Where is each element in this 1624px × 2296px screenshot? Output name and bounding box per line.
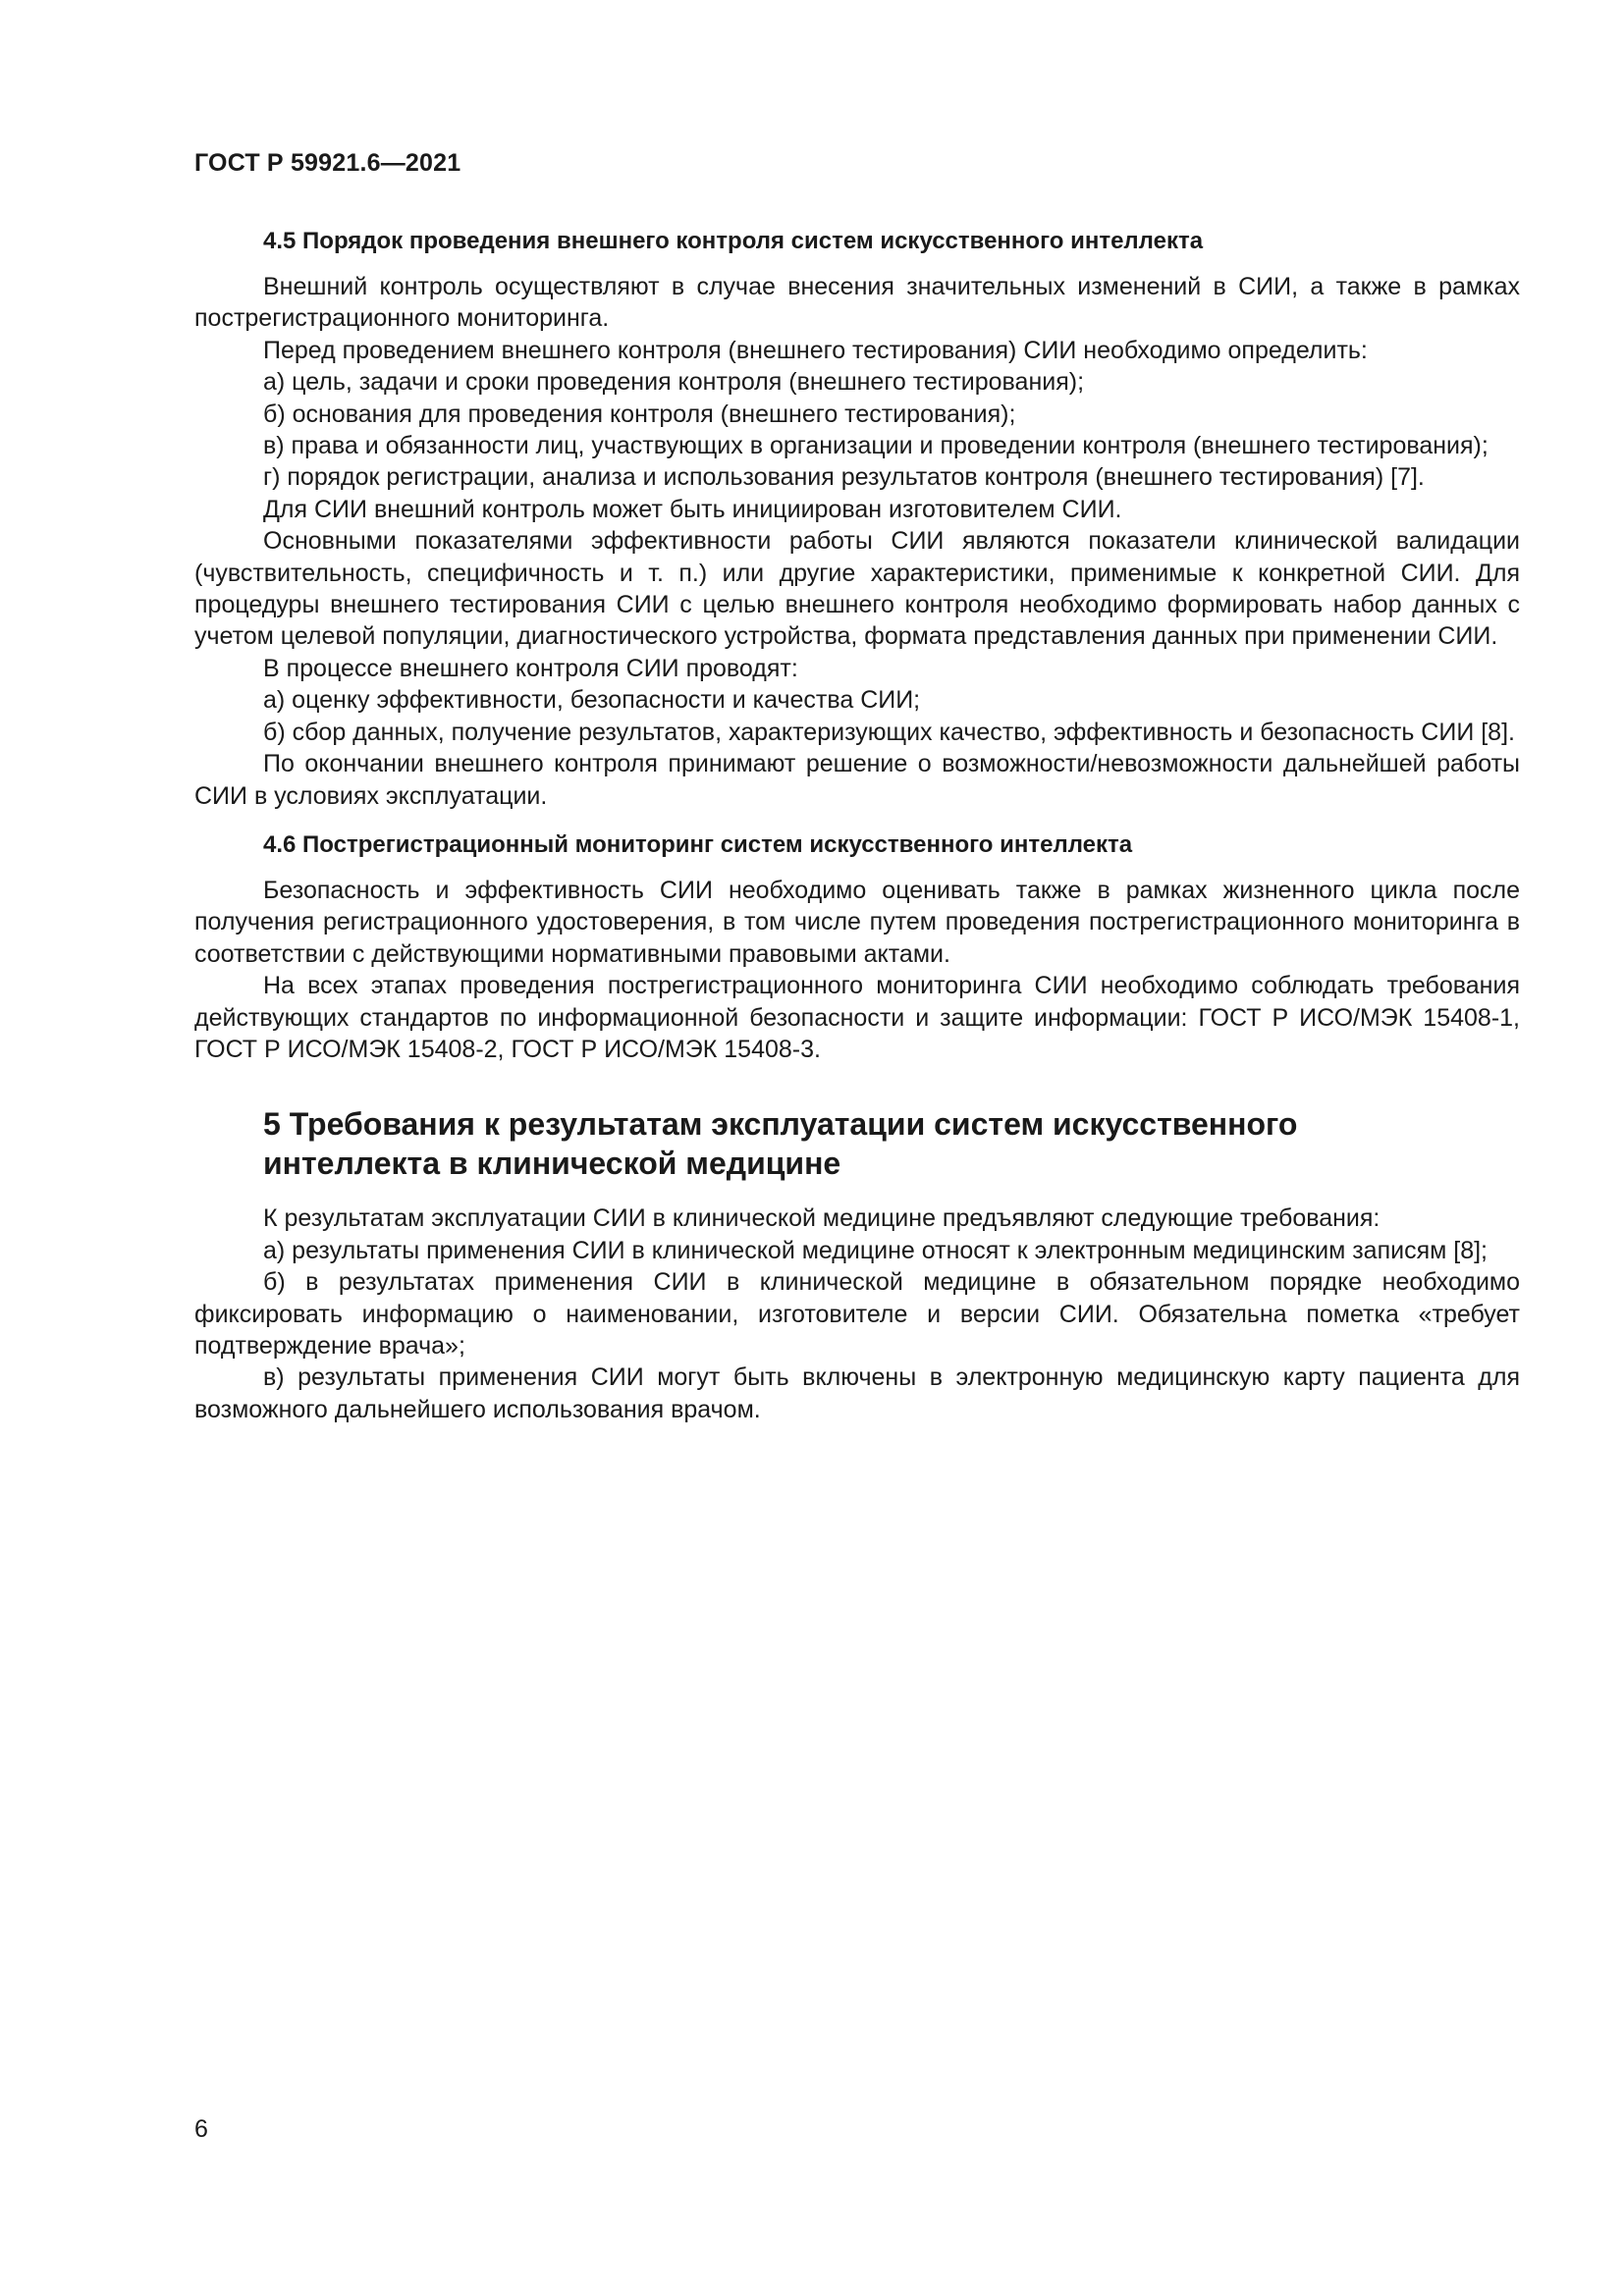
section-4-5-body [194,271,1520,812]
list-item: а) результаты применения СИИ в клинической медицине относят к электронным медицинским записям [8]; [263,1236,1488,1264]
section-4-6-body [194,875,1520,1065]
list-item: в) права и обязанности лиц, участвующих в организации и проведении контроля (внешнего тестирования); [263,432,1489,460]
paragraph: На всех этапах проведения пострегистрационного мониторинга СИИ необходимо соблюдать требования действующих стандартов по информационной безопасности и защите информации: ГОСТ Р ИСО/МЭК 15408-1, ГОСТ Р ИСО/МЭК 15408-2, ГОСТ Р ИСО/МЭК 15408-3. [194,972,1520,1063]
section-5-title-line1: 5 Требования к результатам эксплуатации систем искусственного [263,1106,1298,1143]
page-number: 6 [194,2115,208,2143]
paragraph: Перед проведением внешнего контроля (внешнего тестирования) СИИ необходимо определить: [263,336,1368,364]
section-5-body [194,1202,1520,1425]
section-5-title-line2: интеллекта в клинической медицине [263,1146,841,1182]
section-4-5-title: 4.5 Порядок проведения внешнего контроля систем искусственного интеллекта [263,228,1204,254]
page-header: ГОСТ Р 59921.6—2021 [194,149,461,177]
section-4-6-title: 4.6 Пострегистрационный мониторинг систем искусственного интеллекта [263,830,1133,858]
list-item: в) результаты применения СИИ могут быть включены в электронную медицинскую карту пациента для возможного дальнейшего использования врачом. [194,1363,1520,1423]
list-item: а) цель, задачи и сроки проведения контроля (внешнего тестирования); [263,368,1085,397]
document-body [194,226,1520,1425]
list-item: б) в результатах применения СИИ в клинической медицине в обязательном порядке необходимо фиксировать информацию о наименовании, изготовителе и версии СИИ. Обязательна пометка «требует подтверждение врача»; [194,1268,1520,1360]
paragraph: Безопасность и эффективность СИИ необходимо оценивать также в рамках жизненного цикла после получения регистрационного удостоверения, в том числе путем проведения пострегистрационного мониторинга в соответствии с действующими нормативными правовыми актами. [194,876,1520,968]
paragraph: По окончании внешнего контроля принимают решение о возможности/невозможности дальнейшей работы СИИ в условиях эксплуатации. [194,750,1520,810]
paragraph: Внешний контроль осуществляют в случае внесения значительных изменений в СИИ, а также в рамках пострегистрационного мониторинга. [194,273,1520,333]
paragraph: В процессе внешнего контроля СИИ проводят: [263,654,798,682]
paragraph: Для СИИ внешний контроль может быть инициирован изготовителем СИИ. [263,495,1122,523]
list-item: б) основания для проведения контроля (внешнего тестирования); [263,400,1016,428]
list-item: г) порядок регистрации, анализа и использования результатов контроля (внешнего тестирования) [7]. [263,463,1425,492]
list-item: б) сбор данных, получение результатов, характеризующих качество, эффективность и безопасность СИИ [8]. [263,718,1515,746]
list-item: а) оценку эффективности, безопасности и качества СИИ; [263,686,921,715]
paragraph: К результатам эксплуатации СИИ в клинической медицине предъявляют следующие требования: [263,1204,1380,1233]
paragraph: Основными показателями эффективности работы СИИ являются показатели клинической валидации (чувствительность, специфичность и т. п.) или другие характеристики, применимые к конкретной СИИ. Для процедуры внешнего тестирования СИИ с целью внешнего контроля необходимо формировать набор данных с учетом целевой популяции, диагностического устройства, формата представления данных при применении СИИ. [194,527,1520,651]
section-5-title [194,1104,1520,1183]
